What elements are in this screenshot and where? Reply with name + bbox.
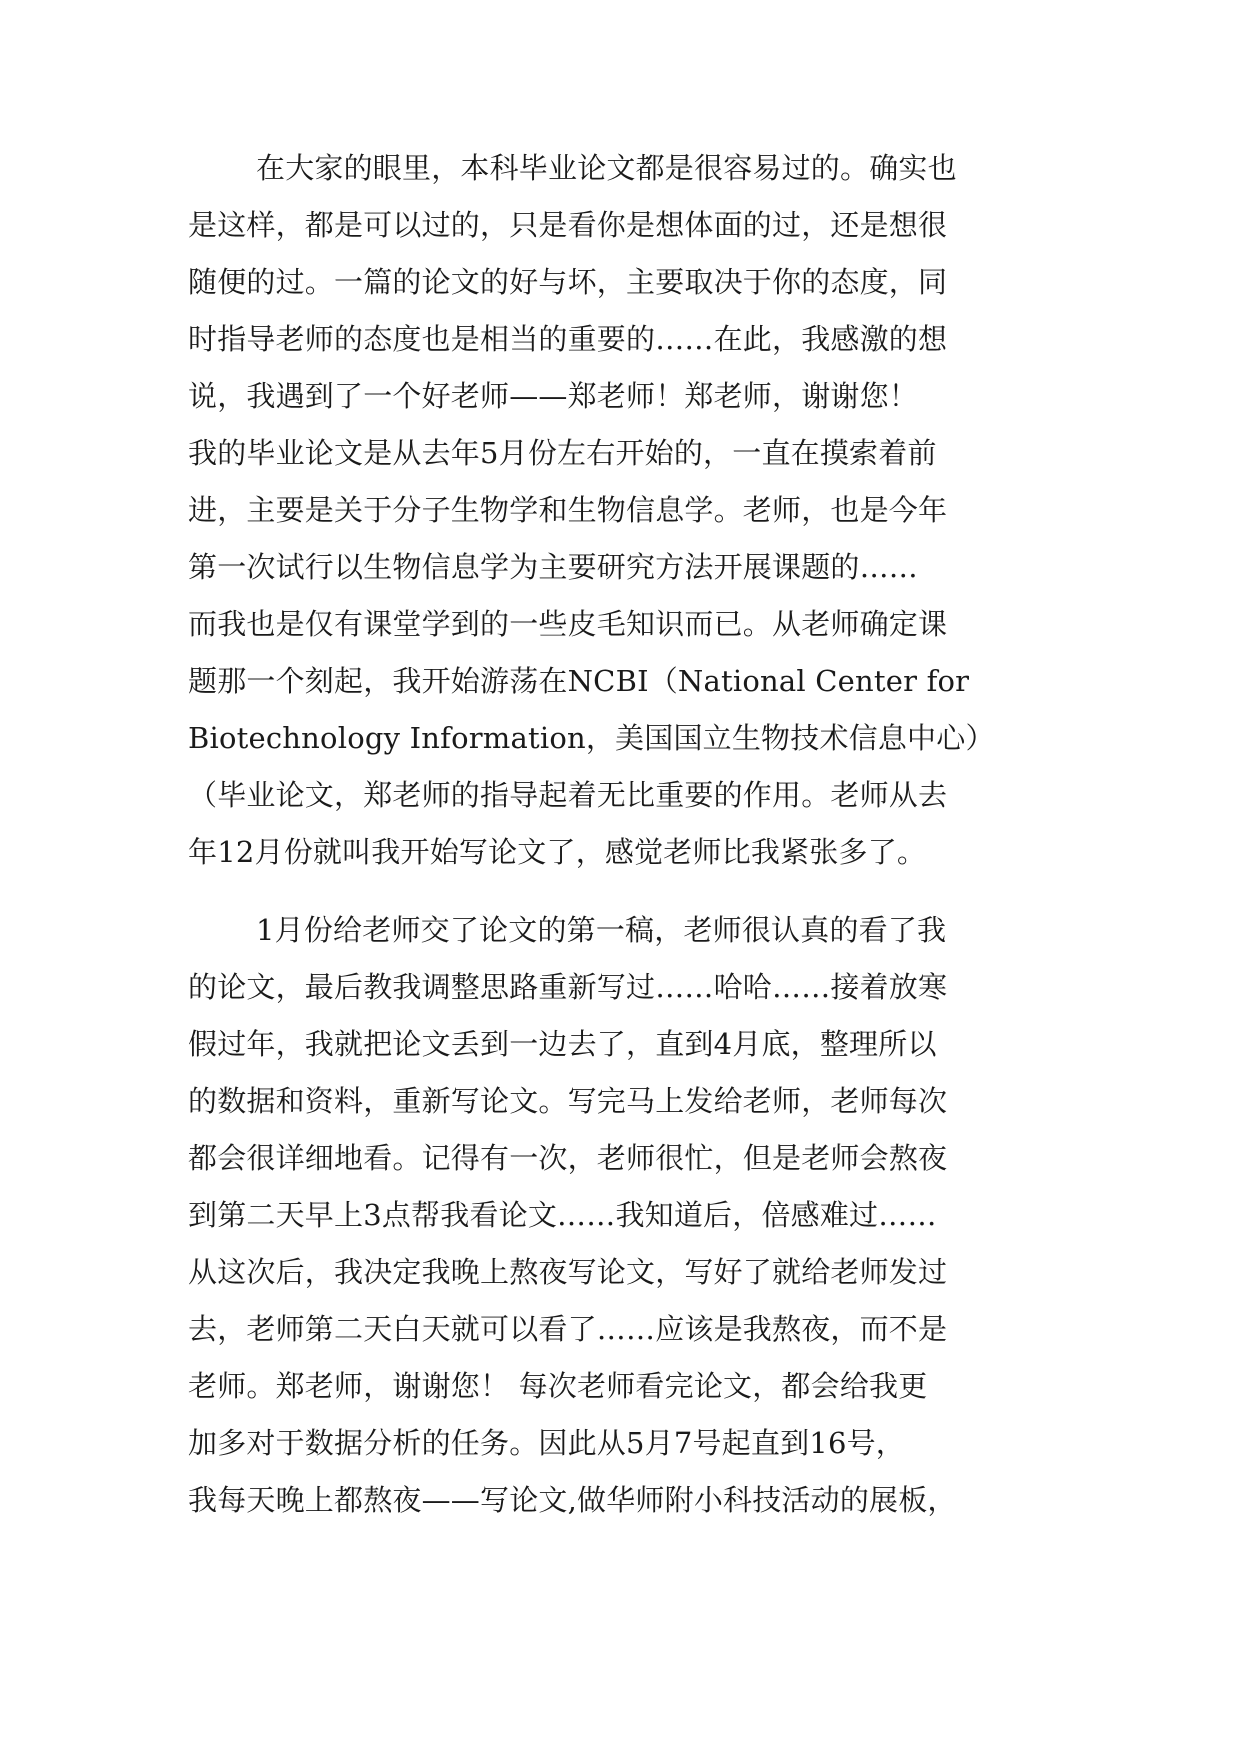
text-line-13: 年12月份就叫我开始写论文了，感觉老师比我紧张多了。 — [188, 835, 927, 869]
text-line-10: 题那一个刻起，我开始游荡在NCBI（National Center for — [188, 664, 970, 698]
text-line-11: Biotechnology Information，美国国立生物技术信息中心） — [188, 721, 995, 755]
text-line-2: 是这样，都是可以过的，只是看你是想体面的过，还是想很 — [188, 208, 948, 242]
text-line-23: 加多对于数据分析的任务。因此从5月7号起直到16号， — [188, 1426, 906, 1460]
text-line-9: 而我也是仅有课堂学到的一些皮毛知识而已。从老师确定课 — [188, 607, 948, 641]
text-line-3: 随便的过。一篇的论文的好与坏，主要取决于你的态度，同 — [188, 265, 948, 299]
text-line-6: 我的毕业论文是从去年5月份左右开始的，一直在摸索着前 — [188, 436, 937, 470]
text-line-12: （毕业论文，郑老师的指导起着无比重要的作用。老师从去 — [188, 778, 948, 812]
text-line-14: 1月份给老师交了论文的第一稿，老师很认真的看了我 — [256, 913, 947, 947]
text-line-4: 时指导老师的态度也是相当的重要的……在此，我感激的想 — [188, 322, 948, 356]
text-line-8: 第一次试行以生物信息学为主要研究方法开展课题的…… — [188, 550, 919, 584]
text-line-20: 从这次后，我决定我晚上熬夜写论文，写好了就给老师发过 — [188, 1255, 948, 1289]
text-line-1: 在大家的眼里，本科毕业论文都是很容易过的。确实也 — [256, 151, 957, 185]
text-line-17: 的数据和资料，重新写论文。写完马上发给老师，老师每次 — [188, 1084, 948, 1118]
text-line-21: 去，老师第二天白天就可以看了……应该是我熬夜，而不是 — [188, 1312, 948, 1346]
text-line-19: 到第二天早上3点帮我看论文……我知道后，倍感难过…… — [188, 1198, 937, 1232]
text-line-7: 进，主要是关于分子生物学和生物信息学。老师，也是今年 — [188, 493, 948, 527]
text-line-18: 都会很详细地看。记得有一次，老师很忙，但是老师会熬夜 — [188, 1141, 948, 1175]
text-line-5: 说，我遇到了一个好老师——郑老师！郑老师，谢谢您！ — [188, 379, 919, 413]
text-line-22: 老师。郑老师，谢谢您！ 每次老师看完论文，都会给我更 — [188, 1369, 928, 1403]
text-line-24: 我每天晚上都熬夜——写论文,做华师附小科技活动的展板， — [188, 1483, 957, 1517]
text-line-15: 的论文，最后教我调整思路重新写过……哈哈……接着放寒 — [188, 970, 948, 1004]
text-line-16: 假过年，我就把论文丢到一边去了，直到4月底，整理所以 — [188, 1027, 937, 1061]
